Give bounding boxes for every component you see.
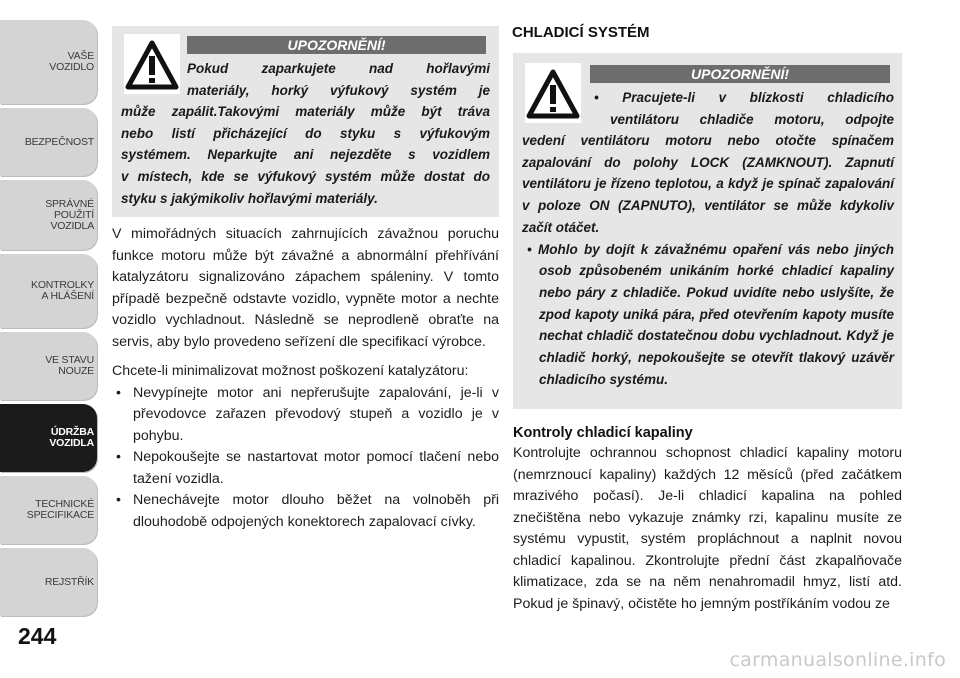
warning-triangle-icon: [525, 63, 581, 123]
warning-line: v místech, kde se výfukový systém může dostat do: [121, 169, 490, 185]
warning-line: nebo listí přicházející do styku s výfukovým: [121, 125, 490, 141]
warning-line: ventilátoru chladiče motoru, odpojte: [610, 111, 894, 127]
warning-line: • Pracujete-li v blízkosti chladicího: [594, 90, 894, 105]
list-item: [112, 447, 499, 490]
paragraph-catalyst-overheat: V mimořádných situacích zahrnujících závažnou poruchu funkce motoru může být závažné a abnormální přehřívání katalyzátoru signalizováno zápachem spáleniny. V tomto případě bezpečně odstavte vozidlo, vypněte motor a nechte vozidlo vychladnout. Následně se neprodleně obraťte na servis, aby bylo provedeno seřízení dle specifikací výrobce.: [112, 226, 499, 350]
warning-text-full: [121, 101, 490, 210]
paragraph-coolant-check: Kontrolujte ochrannou schopnost chladicí kapaliny motoru (nemrznoucí kapaliny) každých 12 měsíců (před začátkem mrazivého počasí). Je-li chladicí kapalina na pohled znečištěna nebo vykazuje známky rzi, kapalinu musíte ze systému vypustit, systém propláchnout a naplnit novou chladicí kapalinou. Zkontrolujte přední část zkapalňovače klimatizace, zda se na něm nenahromadil hmyz, listí atd. Pokud je špinavý, očistěte ho jemným postříkáním vodou ze: [513, 445, 902, 612]
tab-spravne-pouziti-vozidla[interactable]: [0, 180, 97, 250]
tab-technicke-specifikace[interactable]: [0, 476, 97, 544]
bullet-dot: •: [116, 384, 121, 401]
tab-bezpecnost[interactable]: [0, 108, 97, 176]
warning-line: materiály, horký výfukový systém je: [187, 82, 490, 98]
page-number: 244: [18, 623, 57, 649]
tab-udrzba-vozidla[interactable]: [0, 404, 97, 472]
tab-label: VAŠE VOZIDLO: [49, 50, 94, 73]
tab-label: ÚDRŽBA VOZIDLA: [49, 426, 94, 449]
bullet-text: Nenechávejte motor dlouho běžet na volnoběh při dlouhodobě odpojených konektorech zapalovací cívky.: [133, 492, 499, 530]
chapter-sidebar: [0, 0, 97, 678]
bullet-dot: •: [116, 492, 121, 508]
list-item: [112, 383, 499, 448]
warning-triangle-icon: [124, 34, 180, 94]
tab-label: SPRÁVNÉ POUŽITÍ VOZIDLA: [45, 197, 94, 232]
tab-vase-vozidlo[interactable]: [0, 20, 97, 104]
warning-line: systémem. Neparkujte ani nejezděte s vozidlem: [121, 147, 490, 163]
warning-bullet-2: • Mohlo by dojít k závažnému opaření vás nebo jiných osob způsobeném unikáním horké chladicí kapaliny nebo páry z chladiče. Pokud uvidíte nebo uslyšíte, že zpod kapoty uniká pára, před otevřením kapoty musíte nechat chladič dostatečnou dobu vychladnout. Když je chladič horký, nepokoušejte se otevřít tlakový uzávěr chladicího systému.: [527, 241, 894, 387]
warning-header: UPOZORNĚNÍ!: [590, 65, 890, 83]
watermark: carmanualsonline.info: [729, 649, 946, 671]
exhaust-warning-box: [112, 26, 499, 217]
right-body-column: [513, 424, 902, 615]
tab-ve-stavu-nouze[interactable]: [0, 332, 97, 400]
tab-label: BEZPEČNOST: [24, 135, 94, 148]
warning-text-full: [522, 130, 894, 390]
tab-label: KONTROLKY A HLÁŠENÍ: [31, 279, 94, 302]
warning-line: styku s jakýmikoliv hořlavými materiály.: [121, 190, 378, 206]
warning-header: UPOZORNĚNÍ!: [187, 36, 486, 54]
tab-label: VE STAVU NOUZE: [45, 354, 94, 377]
tab-rejstrik[interactable]: [0, 548, 97, 616]
tab-label: TECHNICKÉ SPECIFIKACE: [26, 498, 94, 521]
tab-label: REJSTŘÍK: [44, 575, 94, 588]
tab-kontrolky-a-hlaseni[interactable]: [0, 254, 97, 328]
bullet-text: Nepokoušejte se nastartovat motor pomocí tlačení nebo tažení vozidla.: [133, 449, 499, 487]
bullet-dot: •: [116, 449, 121, 465]
paragraph-catalyst-intro: Chcete-li minimalizovat možnost poškození katalyzátoru:: [112, 363, 469, 379]
warning-line: Pokud zaparkujete nad hořlavými: [187, 61, 490, 76]
section-title: CHLADICÍ SYSTÉM: [512, 24, 650, 41]
warning-line: může zapálit.Takovými materiály může být tráva: [121, 104, 490, 119]
warning-bullet-1-rest: vedení ventilátoru motoru nebo otočte spínačem zapalování do polohy LOCK (ZAMKNOUT). Zapnutí ventilátoru je řízeno teplotou, a když je spínač zapalování v poloze ON (ZAPNUTO), ventilátor se může kdykoliv začít otáčet.: [522, 133, 894, 235]
list-item: [112, 490, 499, 533]
subsection-title: Kontroly chladicí kapaliny: [513, 425, 693, 441]
cooling-warning-box: [513, 53, 902, 409]
left-body-column: [112, 224, 499, 533]
warning-text-indented: [594, 87, 894, 130]
bullet-text: Nevypínejte motor ani nepřerušujte zapalování, je-li v převodovce zařazen převodový stupeň a vozidlo je v pohybu.: [133, 384, 499, 444]
warning-text-indented: [187, 58, 490, 101]
